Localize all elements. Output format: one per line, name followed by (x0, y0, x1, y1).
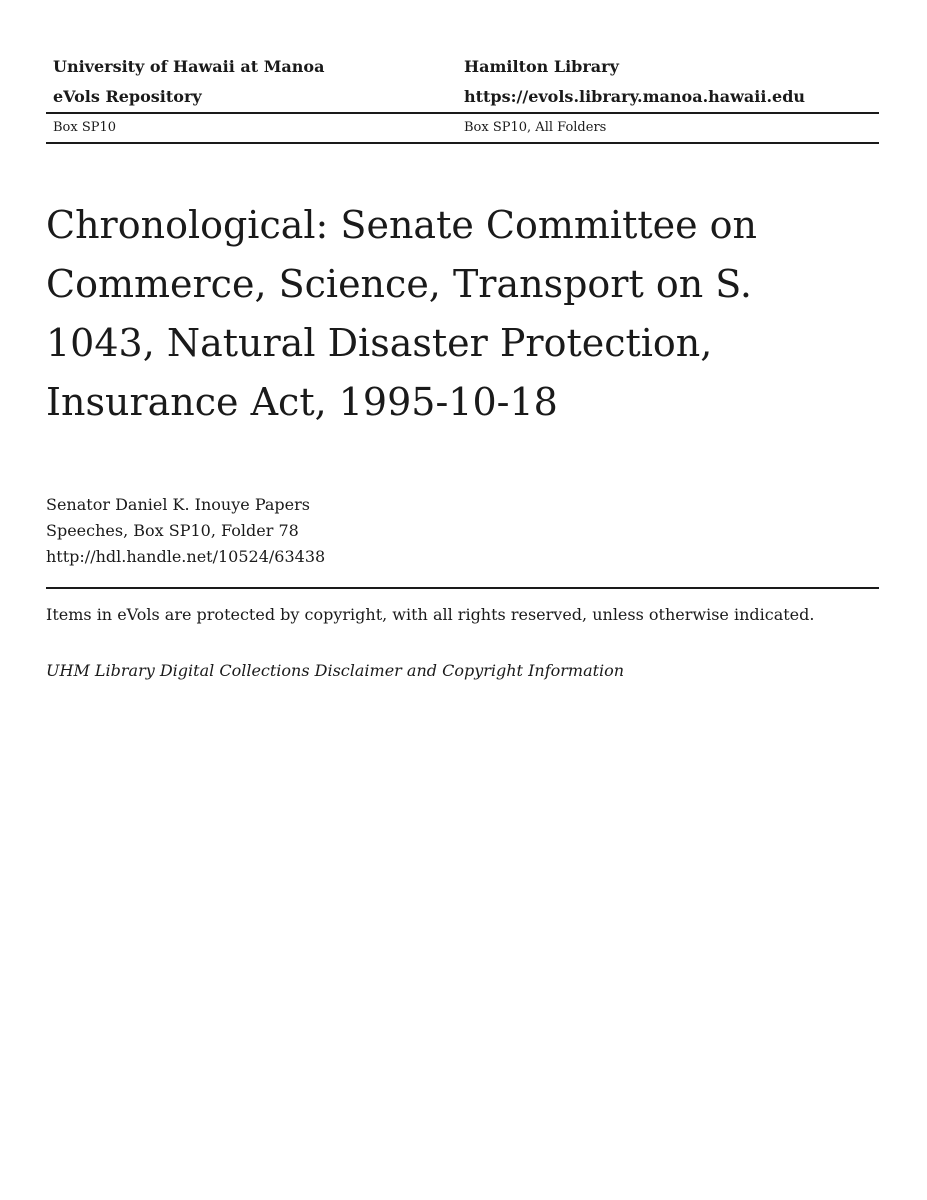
collection-name: Senator Daniel K. Inouye Papers (46, 495, 310, 514)
header-row-1 (46, 52, 879, 82)
header-row-2 (46, 82, 879, 112)
box-label-left: Box SP10 (53, 120, 117, 135)
folder-location: Speeches, Box SP10, Folder 78 (46, 521, 299, 540)
document-title: Chronological: Senate Committee on Commerce, Science, Transport on S. 1043, Natural Disaster Protection, Insurance Act, 1995-10-18 (46, 203, 758, 424)
disclaimer-link[interactable]: UHM Library Digital Collections Disclaimer and Copyright Information (46, 661, 625, 680)
header-table (46, 52, 879, 144)
box-divider (46, 142, 879, 144)
box-label-right: Box SP10, All Folders (464, 120, 607, 135)
repository-url[interactable]: https://evols.library.manoa.hawaii.edu (464, 87, 806, 106)
footer-divider (46, 587, 879, 589)
handle-link[interactable]: http://hdl.handle.net/10524/63438 (46, 547, 326, 566)
document-metadata (46, 492, 879, 570)
cover-page (46, 52, 879, 683)
repository-name: eVols Repository (53, 87, 202, 106)
box-row (46, 114, 879, 142)
library-name: Hamilton Library (464, 57, 619, 76)
copyright-notice: Items in eVols are protected by copyright, with all rights reserved, unless otherwise indicated. (46, 605, 815, 624)
institution-name: University of Hawaii at Manoa (53, 57, 325, 76)
